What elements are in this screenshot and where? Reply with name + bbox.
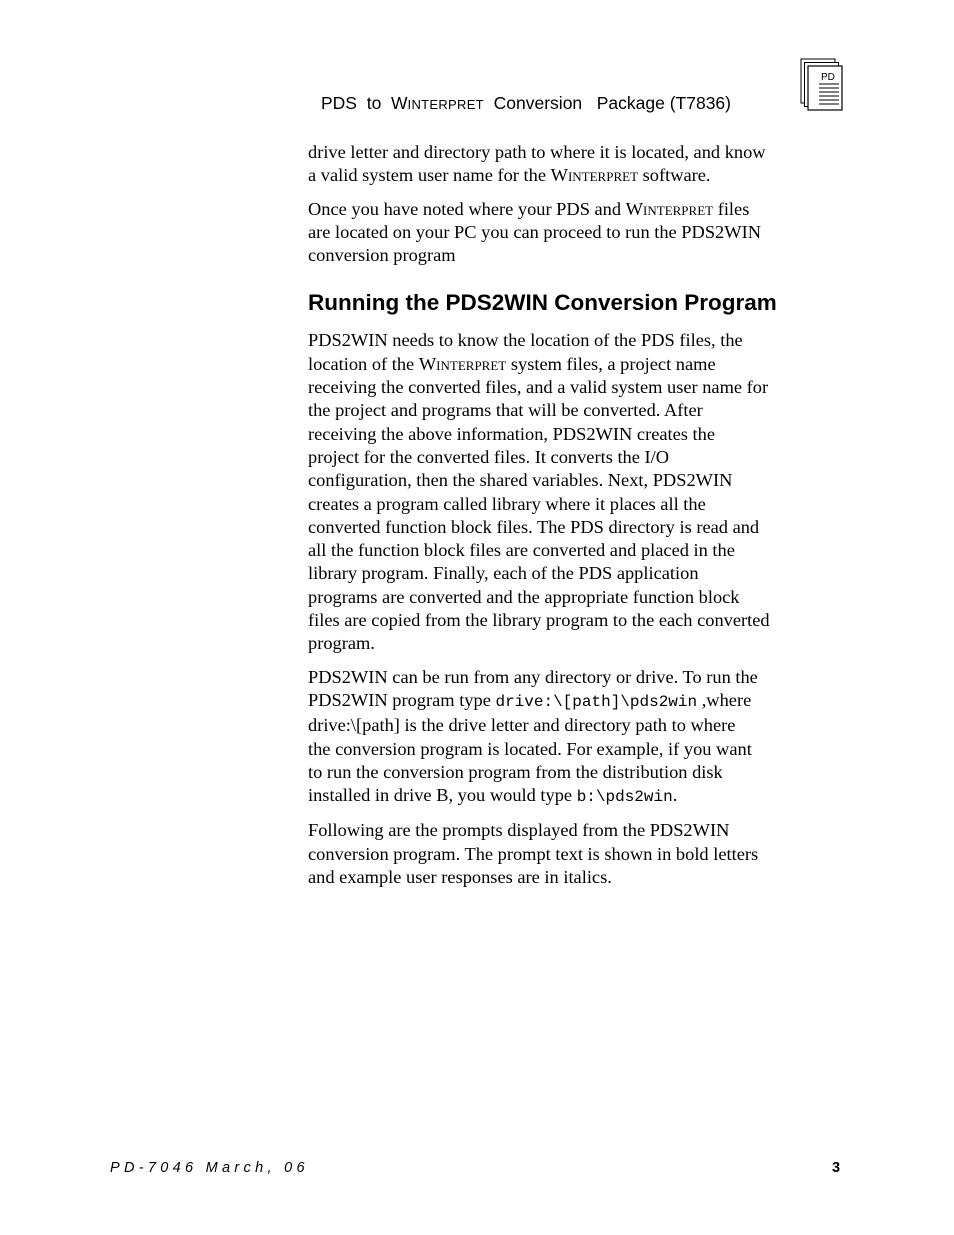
text-line: the project and programs that will be converted. After — [308, 400, 703, 421]
text-run: software. — [638, 165, 711, 186]
section-heading: Running the PDS2WIN Conversion Program — [308, 290, 777, 316]
text-line: conversion program — [308, 245, 456, 266]
text-run: installed in drive B, you would type — [308, 785, 577, 806]
text-line: and example user responses are in italics. — [308, 867, 612, 888]
text-line: PDS2WIN needs to know the location of the PDS files, the — [308, 330, 743, 351]
text-line — [308, 164, 848, 187]
text-line — [308, 689, 848, 714]
text-line: the conversion program is located. For example, if you want — [308, 738, 752, 759]
text-run: ,where — [697, 689, 752, 710]
command-example: b:\pds2win — [576, 788, 673, 807]
text-line: program. — [308, 633, 375, 654]
winterpret-smallcaps: Winterpret — [625, 198, 714, 219]
pd-document-icon — [800, 58, 844, 112]
text-line: conversion program. The prompt text is shown in bold letters — [308, 843, 759, 864]
text-line: project for the converted files. It converts the I/O — [308, 446, 670, 467]
text-line: Following are the prompts displayed from the PDS2WIN — [308, 820, 730, 841]
text-line: files are copied from the library program to the each converted — [308, 610, 770, 631]
text-run: a valid system user name for the — [308, 165, 551, 186]
text-line — [308, 784, 848, 809]
text-line: are located on your PC you can proceed to run the PDS2WIN — [308, 221, 762, 242]
running-header — [321, 93, 791, 119]
header-title-prefix: PDS to W — [321, 93, 408, 113]
footer-doc-id: PD-7046 March, 06 — [110, 1160, 309, 1176]
text-line: all the function block files are converted and placed in the — [308, 540, 735, 561]
paragraph-needs-location — [308, 329, 848, 655]
text-line: drive:\[path] is the drive letter and directory path to where — [308, 715, 736, 736]
page-content — [308, 141, 848, 899]
text-line — [308, 353, 848, 376]
text-line: converted function block files. The PDS directory is read and — [308, 516, 760, 537]
paragraph-run-anywhere — [308, 666, 848, 810]
text-line: PDS2WIN can be run from any directory or drive. To run the — [308, 666, 758, 687]
paragraph-noted-files — [308, 198, 848, 268]
text-line: library program. Finally, each of the PDS application — [308, 563, 699, 584]
text-run: . — [672, 785, 678, 806]
text-line: receiving the converted files, and a valid system user name for — [308, 377, 769, 398]
text-line: creates a program called library where it places all the — [308, 493, 706, 514]
text-run: system files, a project name — [506, 353, 716, 374]
text-run: files — [713, 198, 750, 219]
text-run: location of the — [308, 353, 419, 374]
paragraph-intro — [308, 141, 848, 188]
text-line — [308, 198, 848, 221]
text-line: programs are converted and the appropriate function block — [308, 586, 740, 607]
winterpret-smallcaps: Winterpret — [550, 165, 639, 186]
text-run: Once you have noted where your PDS and — [308, 198, 626, 219]
text-line: drive letter and directory path to where it is located, and know — [308, 142, 766, 162]
text-line: configuration, then the shared variables. Next, PDS2WIN — [308, 470, 733, 491]
header-title-smallcaps: INTERPRET — [407, 97, 484, 112]
command-path: drive:\[path]\pds2win — [495, 692, 698, 711]
text-line: receiving the above information, PDS2WIN creates the — [308, 423, 716, 444]
header-title-suffix: Conversion Package (T7836) — [483, 93, 731, 113]
paragraph-prompts — [308, 819, 848, 889]
winterpret-smallcaps: Winterpret — [418, 353, 507, 374]
page-number: 3 — [832, 1160, 841, 1176]
pd-icon-label: PD — [821, 72, 835, 83]
text-run: PDS2WIN program type — [308, 689, 496, 710]
text-line: to run the conversion program from the distribution disk — [308, 761, 723, 782]
